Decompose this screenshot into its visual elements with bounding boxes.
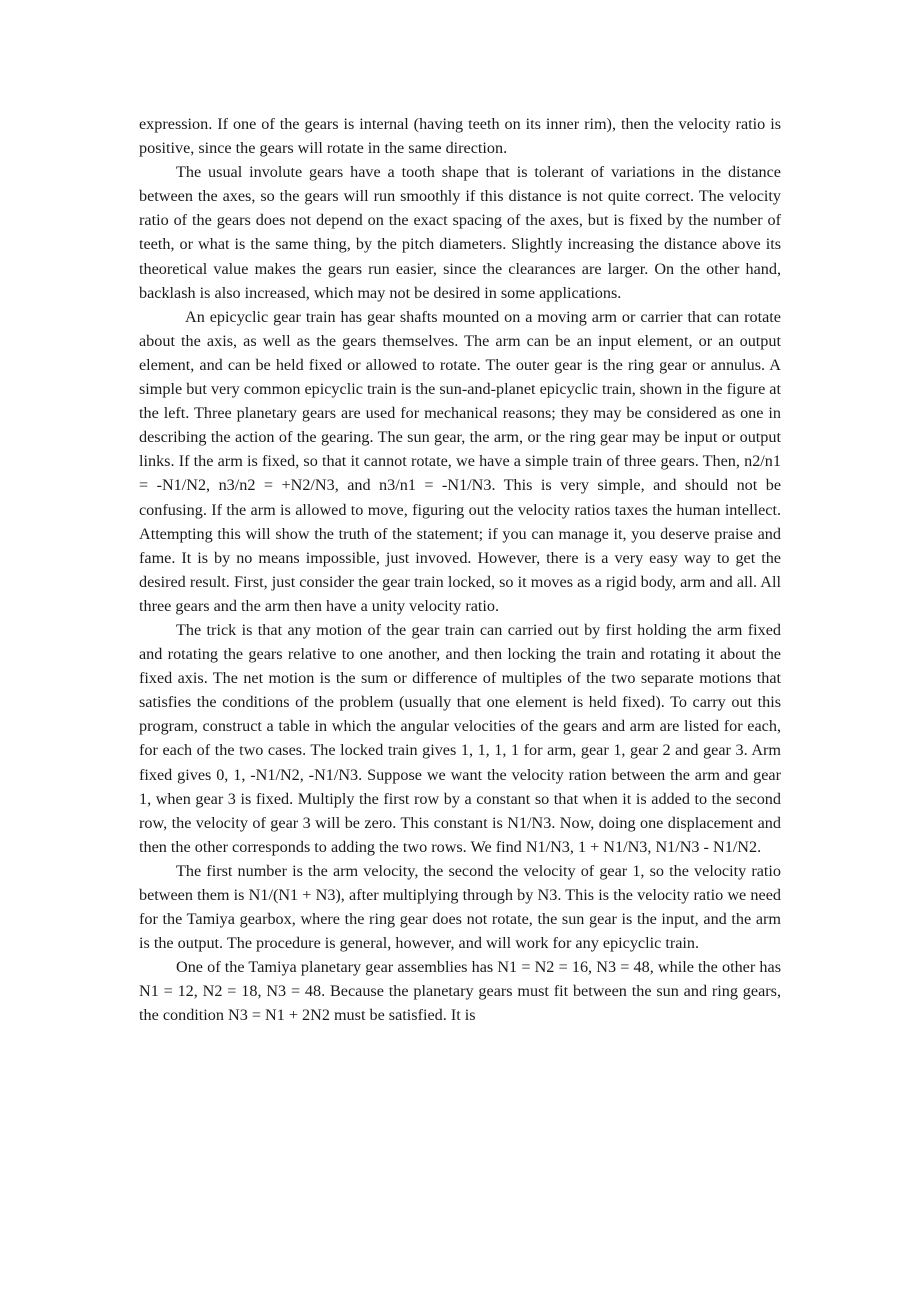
- paragraph-arm-velocity-ratio: The first number is the arm velocity, the second the velocity of gear 1, so the velocity ratio between them is N1/(N1 + N3), after multiplying through by N3. This is the velocity ratio we need for the Tamiya gearbox, where the ring gear does not rotate, the sun gear is the input, and the arm is the output. The procedure is general, however, and will work for any epicyclic train.: [139, 861, 781, 953]
- paragraph-epicyclic-train: An epicyclic gear train has gear shafts mounted on a moving arm or carrier that can rotate about the axis, as well as the gears themselves. The arm can be an input element, or an output element, and can be held fixed or allowed to rotate. The outer gear is the ring gear or annulus. A simple but very common epicyclic train is the sun-and-planet epicyclic train, shown in the figure at the left. Three planetary gears are used for mechanical reasons; they may be considered as one in describing the action of the gearing. The sun gear, the arm, or the ring gear may be input or output links. If the arm is fixed, so that it cannot rotate, we have a simple train of three gears. Then, n2/n1 = -N1/N2, n3/n2 = +N2/N3, and n3/n1 = -N1/N3. This is very simple, and should not be confusing. If the arm is allowed to move, figuring out the velocity ratios taxes the human intellect. Attempting this will show the truth of the statement; if you can manage it, you deserve praise and fame. It is by no means impossible, just invoved. However, there is a very easy way to get the desired result. First, just consider the gear train locked, so it moves as a rigid body, arm and all. All three gears and the arm then have a unity velocity ratio.: [139, 307, 781, 615]
- paragraph-gear-train-trick: The trick is that any motion of the gear train can carried out by first holding the arm fixed and rotating the gears relative to one another, and then locking the train and rotating it about the fixed axis. The net motion is the sum or difference of multiples of the two separate motions that satisfies the conditions of the problem (usually that one element is held fixed). To carry out this program, construct a table in which the angular velocities of the gears and arm are listed for each, for each of the two cases. The locked train gives 1, 1, 1, 1 for arm, gear 1, gear 2 and gear 3. Arm fixed gives 0, 1, -N1/N2, -N1/N3. Suppose we want the velocity ration between the arm and gear 1, when gear 3 is fixed. Multiply the first row by a constant so that when it is added to the second row, the velocity of gear 3 will be zero. This constant is N1/N3. Now, doing one displacement and then the other corresponds to adding the two rows. We find N1/N3, 1 + N1/N3, N1/N3 - N1/N2.: [139, 620, 781, 856]
- paragraph-involute-gears: The usual involute gears have a tooth shape that is tolerant of variations in the distance between the axes, so the gears will run smoothly if this distance is not quite correct. The velocity ratio of the gears does not depend on the exact spacing of the axes, but is fixed by the number of teeth, or what is the same thing, by the pitch diameters. Slightly increasing the distance above its theoretical value makes the gears run easier, since the clearances are larger. On the other hand, backlash is also increased, which may not be desired in some applications.: [139, 163, 781, 302]
- paragraph-tamiya-assemblies: One of the Tamiya planetary gear assemblies has N1 = N2 = 16, N3 = 48, while the other has N1 = 12, N2 = 18, N3 = 48. Because the planetary gears must fit between the sun and ring gears, the condition N3 = N1 + 2N2 must be satisfied. It is: [139, 958, 781, 1025]
- document-page: [139, 112, 781, 1028]
- paragraph-velocity-ratio-sign: expression. If one of the gears is internal (having teeth on its inner rim), then the velocity ratio is positive, since the gears will rotate in the same direction.: [139, 115, 781, 158]
